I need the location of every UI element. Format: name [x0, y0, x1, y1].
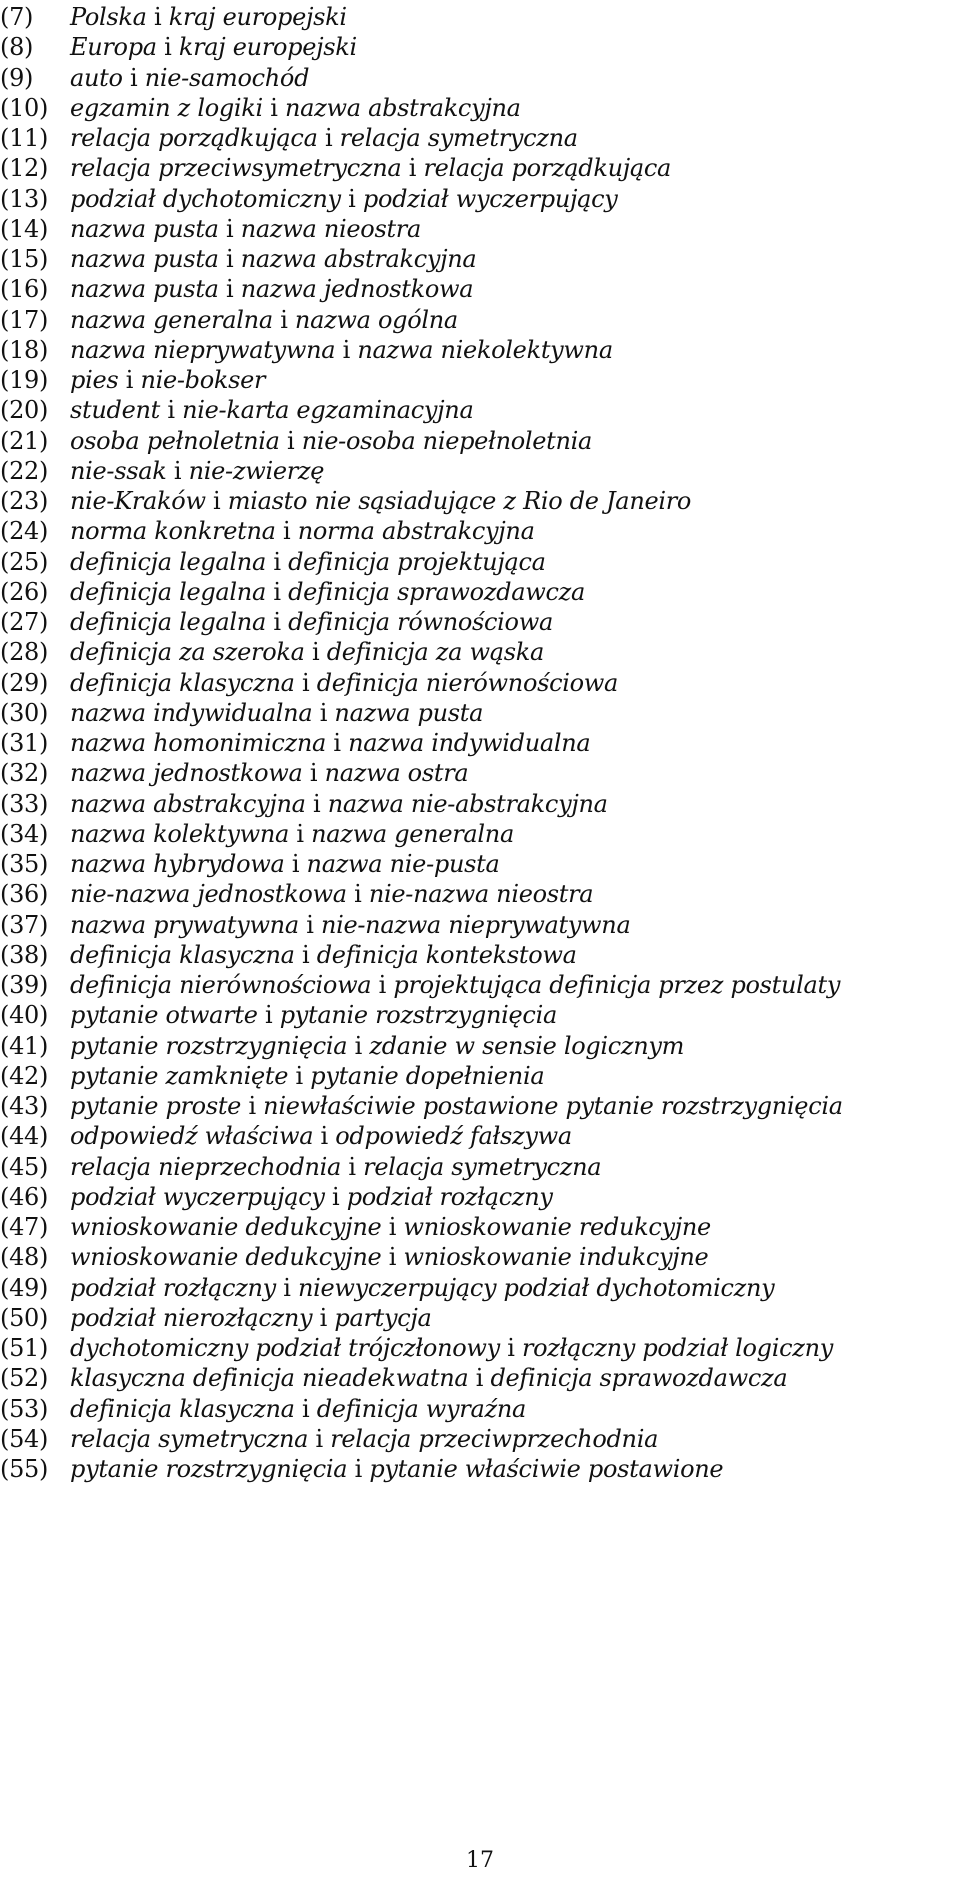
- item-term-a: Polska: [70, 3, 147, 31]
- item-number: (38): [0, 940, 49, 969]
- item-term-a: egzamin z logiki: [70, 93, 263, 122]
- item-term-b: nie-nazwa nieostra: [368, 880, 594, 909]
- item-term-b: definicja wyraźna: [316, 1394, 526, 1423]
- item-term-a: relacja symetryczna: [70, 1424, 309, 1453]
- list-item: [0, 968, 840, 1002]
- item-term-a: podział rozłączny: [70, 1273, 276, 1302]
- item-number: (13): [0, 184, 49, 213]
- list-item: [0, 151, 671, 185]
- item-term-b: nazwa jednostkowa: [240, 275, 474, 304]
- item-number: (28): [0, 638, 49, 667]
- item-connector: i: [130, 63, 138, 92]
- item-term-a: klasyczna definicja nieadekwatna: [70, 1364, 469, 1393]
- list-item: [0, 0, 347, 34]
- list-item: [0, 1361, 787, 1395]
- item-connector: i: [319, 698, 328, 727]
- item-connector: i: [475, 1364, 484, 1393]
- item-term-a: definicja klasyczna: [70, 1394, 295, 1423]
- item-term-b: pytanie rozstrzygnięcia: [279, 1001, 557, 1030]
- item-term-b: definicja kontekstowa: [316, 940, 577, 969]
- item-number: (9): [0, 63, 34, 92]
- item-term-a: auto: [70, 63, 123, 92]
- item-number: (26): [0, 577, 49, 606]
- item-connector: i: [301, 1394, 310, 1423]
- item-number: (53): [0, 1394, 49, 1423]
- item-term-b: miasto nie sąsiadujące z Rio de Janeiro: [227, 487, 692, 515]
- list-item: [0, 635, 544, 669]
- list-item: [0, 212, 421, 246]
- item-term-b: definicja sprawozdawcza: [490, 1364, 788, 1393]
- item-term-b: nie-osoba niepełnoletnia: [301, 426, 593, 455]
- item-term-a: podział wyczerpujący: [70, 1182, 325, 1211]
- item-connector: i: [348, 1152, 356, 1181]
- item-term-b: relacja przeciwprzechodnia: [330, 1424, 659, 1453]
- item-term-b: podział rozłączny: [346, 1182, 553, 1211]
- item-number: (35): [0, 850, 49, 878]
- item-term-b: nie-zwierzę: [188, 456, 325, 485]
- item-number: (10): [0, 93, 49, 122]
- list-item: [0, 1422, 658, 1456]
- list-item: [0, 998, 557, 1032]
- item-connector: i: [295, 1061, 303, 1090]
- item-number: (50): [0, 1303, 49, 1332]
- item-term-a: definicja legalna: [70, 577, 266, 606]
- item-term-b: norma abstrakcyjna: [297, 517, 535, 546]
- list-item: [0, 1029, 684, 1063]
- item-number: (20): [0, 396, 49, 425]
- item-number: (15): [0, 245, 49, 273]
- item-term-b: nazwa nieostra: [240, 214, 421, 243]
- list-item: [0, 182, 618, 216]
- item-connector: i: [273, 577, 281, 606]
- item-term-b: nazwa generalna: [311, 819, 514, 848]
- list-item: [0, 1301, 432, 1335]
- item-term-b: relacja porządkująca: [423, 154, 672, 183]
- list-item: [0, 1059, 544, 1093]
- item-term-a: nazwa jednostkowa: [70, 759, 303, 788]
- item-term-b: zdanie w sensie logicznym: [369, 1031, 685, 1060]
- item-number: (37): [0, 910, 49, 939]
- item-number: (36): [0, 880, 49, 909]
- list-item: [0, 1119, 572, 1153]
- list-item: [0, 333, 613, 367]
- item-term-b: pytanie właściwie postawione: [369, 1455, 724, 1483]
- list-item: [0, 1452, 723, 1486]
- item-number: (46): [0, 1182, 49, 1211]
- item-connector: i: [273, 547, 281, 576]
- list-item: [0, 817, 514, 851]
- list-item: [0, 938, 577, 972]
- item-term-b: wnioskowanie redukcyjne: [403, 1213, 711, 1241]
- item-term-a: odpowiedź właściwa: [70, 1122, 314, 1151]
- item-term-b: definicja sprawozdawcza: [288, 577, 585, 606]
- item-connector: i: [354, 1031, 363, 1060]
- item-connector: i: [173, 456, 182, 485]
- item-term-a: dychotomiczny podział trójczłonowy: [70, 1334, 500, 1362]
- item-connector: i: [213, 487, 221, 515]
- item-connector: i: [306, 910, 314, 939]
- list-item: [0, 393, 473, 427]
- item-number: (21): [0, 426, 49, 455]
- item-connector: i: [264, 1001, 273, 1030]
- item-term-a: relacja przeciwsymetryczna: [70, 154, 402, 183]
- item-term-a: nazwa pusta: [70, 245, 219, 273]
- item-term-a: definicja nierównościowa: [70, 971, 372, 999]
- item-number: (34): [0, 819, 49, 848]
- item-connector: i: [286, 426, 295, 455]
- item-term-a: pytanie otwarte: [70, 1001, 258, 1030]
- list-item: [0, 121, 578, 155]
- item-connector: i: [283, 1273, 291, 1302]
- list-item: [0, 454, 324, 488]
- item-number: (17): [0, 305, 49, 334]
- item-term-a: nazwa abstrakcyjna: [70, 789, 306, 818]
- item-term-a: definicja za szeroka: [70, 638, 305, 667]
- item-term-b: definicja projektująca: [288, 547, 546, 576]
- item-term-a: nie-ssak: [70, 456, 167, 485]
- item-term-a: osoba pełnoletnia: [70, 426, 280, 455]
- item-number: (23): [0, 487, 49, 515]
- item-term-b: niewłaściwie postawione pytanie rozstrzygnięcia: [263, 1092, 843, 1120]
- item-term-b: definicja równościowa: [288, 608, 553, 636]
- item-term-a: wnioskowanie dedukcyjne: [70, 1243, 382, 1272]
- list-item: [0, 91, 521, 125]
- item-term-a: relacja porządkująca: [70, 124, 318, 152]
- item-term-a: nie-nazwa jednostkowa: [70, 880, 347, 909]
- item-term-a: nazwa prywatywna: [70, 910, 299, 939]
- item-term-b: pytanie dopełnienia: [310, 1061, 545, 1090]
- list-item: [0, 1331, 833, 1365]
- list-item: [0, 666, 618, 700]
- list-item: [0, 272, 473, 306]
- item-term-b: kraj europejski: [168, 3, 347, 31]
- item-term-b: nie-samochód: [144, 63, 310, 92]
- item-number: (29): [0, 668, 49, 697]
- item-number: (33): [0, 789, 49, 818]
- item-term-a: pytanie rozstrzygnięcia: [70, 1455, 348, 1483]
- item-term-b: nazwa abstrakcyjna: [284, 93, 521, 122]
- item-connector: i: [324, 124, 333, 152]
- item-number: (55): [0, 1455, 49, 1483]
- item-term-a: relacja nieprzechodnia: [70, 1152, 342, 1181]
- list-item: [0, 30, 357, 64]
- item-number: (27): [0, 608, 49, 636]
- list-item: [0, 61, 309, 95]
- item-number: (54): [0, 1424, 49, 1453]
- item-number: (25): [0, 547, 49, 576]
- item-connector: i: [348, 184, 356, 213]
- item-number: (41): [0, 1031, 49, 1060]
- item-connector: i: [332, 1182, 340, 1211]
- item-term-b: nazwa ostra: [324, 759, 469, 788]
- list-item: [0, 847, 499, 881]
- item-connector: i: [354, 880, 362, 909]
- item-term-b: relacja symetryczna: [339, 124, 578, 152]
- list-item: [0, 1392, 526, 1426]
- item-connector: i: [291, 850, 300, 878]
- item-number: (49): [0, 1273, 49, 1302]
- item-term-a: podział dychotomiczny: [70, 184, 341, 213]
- item-term-a: definicja klasyczna: [70, 940, 295, 969]
- list-item: [0, 696, 483, 730]
- list-item: [0, 1180, 553, 1214]
- item-connector: i: [309, 759, 318, 788]
- item-connector: i: [408, 154, 417, 183]
- item-term-a: definicja legalna: [70, 547, 266, 576]
- item-number: (40): [0, 1001, 49, 1030]
- item-term-a: nazwa indywidualna: [70, 698, 313, 727]
- list-item: [0, 908, 630, 942]
- item-number: (43): [0, 1092, 49, 1120]
- item-term-a: Europa: [70, 33, 157, 62]
- item-connector: i: [342, 335, 351, 364]
- item-number: (52): [0, 1364, 49, 1393]
- item-term-b: podział wyczerpujący: [362, 184, 618, 213]
- item-number: (24): [0, 517, 49, 546]
- item-term-b: projektująca definicja przez postulaty: [393, 971, 841, 999]
- item-connector: i: [226, 275, 234, 304]
- item-term-a: nazwa homonimiczna: [70, 729, 327, 757]
- item-number: (12): [0, 154, 49, 183]
- list-item: [0, 363, 265, 397]
- item-connector: i: [507, 1334, 515, 1362]
- item-connector: i: [226, 214, 234, 243]
- item-number: (11): [0, 124, 49, 152]
- item-connector: i: [280, 305, 288, 334]
- item-term-b: definicja za wąska: [326, 638, 544, 667]
- item-number: (51): [0, 1334, 49, 1362]
- item-number: (16): [0, 275, 49, 304]
- item-term-a: nazwa nieprywatywna: [70, 335, 336, 364]
- item-term-b: nazwa niekolektywna: [357, 335, 613, 364]
- item-connector: i: [315, 1424, 323, 1453]
- item-term-a: pytanie rozstrzygnięcia: [70, 1031, 348, 1060]
- list-item: [0, 1210, 711, 1244]
- item-connector: i: [125, 366, 134, 394]
- item-term-a: pies: [70, 366, 119, 394]
- item-number: (19): [0, 366, 49, 394]
- list-item: [0, 1271, 774, 1305]
- item-connector: i: [319, 1303, 328, 1332]
- item-term-a: pytanie zamknięte: [70, 1061, 289, 1090]
- item-term-a: pytanie proste: [70, 1092, 242, 1120]
- item-connector: i: [378, 971, 387, 999]
- item-number: (44): [0, 1122, 49, 1151]
- list-item: [0, 545, 546, 579]
- item-term-b: niewyczerpujący podział dychotomiczny: [297, 1273, 775, 1302]
- item-connector: i: [167, 396, 175, 425]
- item-term-b: nie-nazwa nieprywatywna: [320, 910, 631, 939]
- item-number: (30): [0, 698, 49, 727]
- item-connector: i: [296, 819, 304, 848]
- list-item: [0, 514, 535, 548]
- item-term-a: nazwa generalna: [70, 305, 273, 334]
- list-item: [0, 877, 593, 911]
- item-term-b: relacja symetryczna: [363, 1152, 602, 1181]
- item-term-b: wnioskowanie indukcyjne: [403, 1243, 709, 1272]
- item-term-b: nazwa nie-pusta: [306, 850, 500, 878]
- list-item: [0, 726, 590, 760]
- page-number: 17: [466, 1848, 494, 1873]
- list-item: [0, 242, 476, 276]
- item-term-a: nazwa kolektywna: [70, 819, 290, 848]
- item-connector: i: [354, 1455, 363, 1483]
- item-connector: i: [333, 729, 341, 757]
- item-term-b: nazwa ogólna: [294, 305, 458, 334]
- list-item: [0, 575, 585, 609]
- item-term-a: podział nierozłączny: [70, 1303, 313, 1332]
- list-item: [0, 1240, 708, 1274]
- item-connector: i: [320, 1122, 328, 1151]
- item-term-b: definicja nierównościowa: [316, 668, 619, 697]
- item-number: (47): [0, 1213, 49, 1241]
- item-term-b: nazwa pusta: [334, 698, 484, 727]
- item-number: (14): [0, 214, 49, 243]
- item-number: (48): [0, 1243, 49, 1272]
- item-connector: i: [248, 1092, 256, 1120]
- item-number: (7): [0, 3, 34, 31]
- item-connector: i: [226, 245, 234, 273]
- item-term-b: nazwa indywidualna: [348, 729, 591, 757]
- item-term-b: rozłączny podział logiczny: [521, 1334, 834, 1362]
- item-connector: i: [388, 1213, 397, 1241]
- list-item: [0, 1089, 843, 1123]
- item-connector: i: [283, 517, 291, 546]
- item-number: (18): [0, 335, 49, 364]
- item-number: (39): [0, 971, 49, 999]
- item-connector: i: [154, 3, 162, 31]
- list-item: [0, 605, 553, 639]
- item-connector: i: [301, 668, 310, 697]
- item-term-a: student: [70, 396, 160, 425]
- list-item: [0, 756, 468, 790]
- item-connector: i: [311, 638, 320, 667]
- item-term-a: norma konkretna: [70, 517, 276, 546]
- item-term-b: nie-karta egzaminacyjna: [182, 396, 474, 425]
- item-connector: i: [273, 608, 281, 636]
- item-term-b: nazwa abstrakcyjna: [240, 245, 477, 273]
- item-term-b: kraj europejski: [178, 33, 357, 62]
- item-connector: i: [270, 93, 278, 122]
- item-term-b: nie-bokser: [140, 366, 266, 394]
- item-number: (22): [0, 456, 49, 485]
- item-connector: i: [164, 33, 172, 62]
- item-term-b: odpowiedź fałszywa: [335, 1122, 572, 1151]
- item-term-a: definicja klasyczna: [70, 668, 295, 697]
- item-connector: i: [301, 940, 310, 969]
- list-item: [0, 787, 608, 821]
- item-term-a: nazwa hybrydowa: [70, 850, 285, 878]
- item-number: (31): [0, 729, 49, 757]
- item-term-a: wnioskowanie dedukcyjne: [70, 1213, 382, 1241]
- item-connector: i: [313, 789, 321, 818]
- list-item: [0, 484, 691, 518]
- list-item: [0, 424, 592, 458]
- item-term-a: definicja legalna: [70, 608, 266, 636]
- list-item: [0, 303, 458, 337]
- item-number: (8): [0, 33, 34, 62]
- item-number: (45): [0, 1152, 49, 1181]
- list-item: [0, 1150, 601, 1184]
- item-term-a: nazwa pusta: [70, 214, 219, 243]
- item-number: (32): [0, 759, 49, 788]
- item-term-a: nazwa pusta: [70, 275, 219, 304]
- item-term-b: partycja: [334, 1303, 432, 1332]
- item-number: (42): [0, 1061, 49, 1090]
- item-term-a: nie-Kraków: [70, 487, 206, 515]
- item-connector: i: [388, 1243, 397, 1272]
- item-term-b: nazwa nie-abstrakcyjna: [327, 789, 608, 818]
